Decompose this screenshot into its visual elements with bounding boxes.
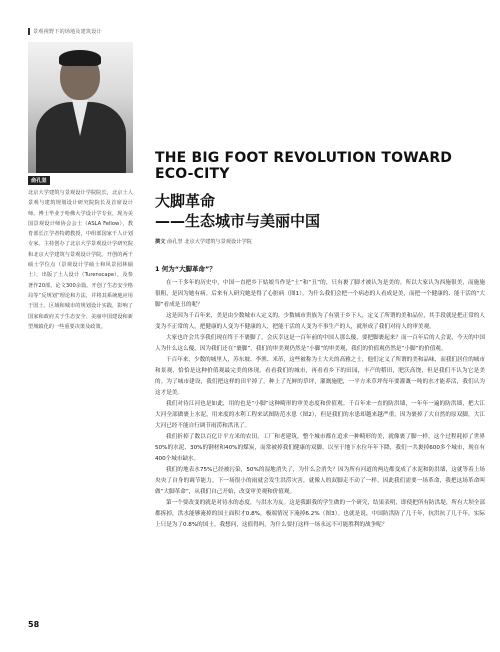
author-text: 俞孔坚 北京大学建筑与景观设计学院	[167, 239, 252, 245]
section-title: 1 何为“大脚革命”？	[155, 265, 216, 273]
header-text: 景观视野下的场地及建筑设计	[33, 29, 102, 35]
paragraph: 这是因为千百年来，美是由少数城市人定义的。少数城市贵族为了有别于乡下人，定义了所谓的美和品位，其手段就是把正常的人变为不正常的人，把健康的人变为不健康的人，把能干活的人变为不事生产的人，就形成了我们对待人的审美观。	[155, 313, 485, 330]
paragraph: 我们对待江河也是如此，用的也是“小脚”这种畸形的审美态度和价值观。千百年来一直的防洪墙，一年年一遍的防洪墙，把大江大河全部做裹上水泥，用来度的水利工程来试图防范水患（图2），但是我们的水患却越来越严重，因为裹掉了大自然的原双脚，大江大河已经不能自行调节雨涝和洪汛了。	[155, 401, 485, 429]
running-header	[28, 28, 488, 38]
header-bar	[28, 28, 30, 35]
paragraph: 千百年来，少数的城里人，苏东坡、李渔、米芾，这些被称为士大夫的高雅之士，他们定义了所谓的美和品味，而我们居住的城市和景观，恰恰是这种价值观最完美的体现。看看我们的城市，再看看乡下的田园，丰产的稻田，肥沃高饶，但是我们不认为它是美的。为了城市建设，我们把这样的田平掉了，种上了光鲜的草坪，灌溉施肥，一平方米草坪每年要灌溉一吨的水才能养活，我们认为这才是美。	[155, 357, 485, 396]
title-chinese-main: 大脚革命	[155, 192, 216, 210]
author-bio: 北京大学建筑与景观设计学院院长，北京土人景观与建筑规划设计研究院院长及首席设计师。博士毕业于哈佛大学设计学专业，现为美国景观设计师协会会士（ASLA Fellow），教育部长江学者特聘教授，中组部国家千人计划专家。主持创办了北京大学景观设计学研究院和北京大学建筑与景观设计学院。开创的两千硕士学位点（景观设计学硕士和风景园林硕士），出版了土人设计（Turenscape），及参著作20部，论文300余篇。开创了生态安全格局等“反规划”理论和方法，并将其系统地应用于国土、区域和城市的规划设计实践，影响了国家和政府关于生态安全、美丽中国建设和新型城镇化的一些重要决策及政策。	[28, 190, 133, 330]
author-line	[155, 238, 485, 245]
paragraph: 我们的地表水75%已经被污染，50%的湿地消失了，为什么会消失？因为所有河道的两边都变成了水泥和防洪墙，这就等着上场央央了自身的调节能力。下一场很小的雨就会发生洪涝灾害，就像人的双脚走不动了一样。因此我们需要一场革命，我把这场革命叫做“大脚革命”，从我们自己开始，改变审美观和价值观。	[155, 467, 485, 495]
article-body	[155, 278, 485, 531]
page-number: 58	[28, 620, 40, 629]
paragraph: 我们折掉了数以百亿计平方米的农田，工厂和老建筑，整个城市都在追求一种畸形的美，就像裹了脚一样，这个过程耗掉了世界50%的水泥、30%的钢材和40%的煤炭，而常被掉我们健康的双脚，以至于地下水位年年下降，我们一共裹掉600多个城市，现在有400个城市缺水。	[155, 434, 485, 462]
author-photo	[28, 42, 133, 173]
title-english: THE BIG FOOT REVOLUTION TOWARD ECO-CITY	[155, 150, 453, 182]
paragraph: 在一千多年的历史中，中国一直把乡下姑娘当作是“土”和“丑”的，只有裹了脚才被认为是美的。所以大家认为西施很美，而施施很粗，是因为她有病。后来有人研究她是得了心脏病（图1）。为什么我们会把一个病态的人看成是美，而把一个健康的、能干活的“大脚”看成是丑的呢？	[155, 280, 485, 308]
title-chinese-sub: ——生态城市与美丽中国	[155, 212, 321, 230]
paragraph: 大家也许会共享我们现在终于不裹脚了，会庆幸这是一百年前的中国人那么傻，要把脚裹起来？而一百年后的人会说，今天的中国人为什么这么傻，因为我们还在“裹脚”，我们的审美观仍然是“小脚”的审美观，我们的价值观仍然是“小脚”的价值观。	[155, 335, 485, 352]
paragraph: 第一个要改变的就是对待水的态度，与洪水为友。这是我跟我的学生做的一个研究，结果表明，即使把所有防洪堤，所有大坝全部都拆掉，洪水能够淹掉的国土面积才0.8%，极端情况下淹掉6.2%（图3）。也就是说，中国防洪防了几千年，抗洪抗了几千年，实际上只是为了0.8%的国土。我想问，这值得吗，为什么要打这样一场永远不可能胜利的战争呢？	[155, 500, 485, 528]
author-label: 撰文	[155, 239, 166, 245]
photo-hair	[59, 50, 101, 66]
bio-name: 俞孔坚	[28, 176, 50, 185]
